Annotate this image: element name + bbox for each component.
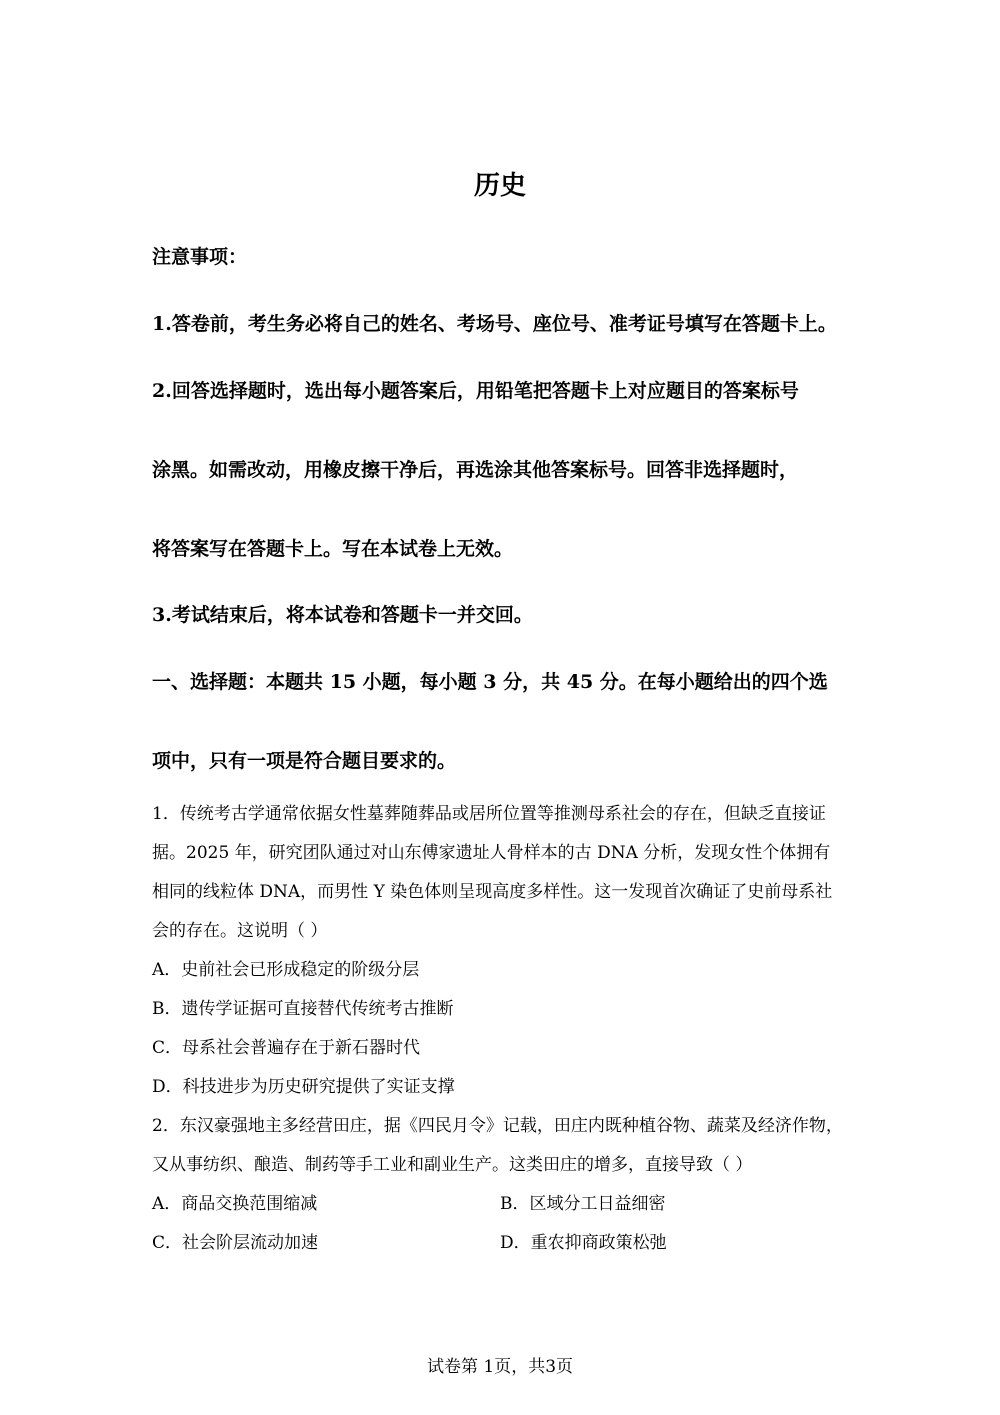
note-line: 1.答卷前，考生务必将自己的姓名、考场号、座位号、准考证号填写在答题卡上。 xyxy=(152,313,837,335)
note-line: 3.考试结束后，将本试卷和答题卡一并交回。 xyxy=(152,604,533,626)
question-2-option-a: A．商品交换范围缩减 xyxy=(152,1194,318,1214)
question-2-stem: 2．东汉豪强地主多经营田庄，据《四民月令》记载，田庄内既种植谷物、蔬菜及经济作物， xyxy=(152,1116,843,1136)
section-heading: 一、选择题：本题共 15 小题，每小题 3 分，共 45 分。在每小题给出的四个选 xyxy=(152,671,828,693)
question-1-stem: 相同的线粒体 DNA，而男性 Y 染色体则呈现高度多样性。这一发现首次确证了史前母系社 xyxy=(152,882,833,902)
section-heading: 项中，只有一项是符合题目要求的。 xyxy=(152,750,457,772)
note-line: 涂黑。如需改动，用橡皮擦干净后，再选涂其他答案标号。回答非选择题时， xyxy=(152,459,799,481)
question-2-option-b: B．区域分工日益细密 xyxy=(500,1194,666,1214)
notes-heading: 注意事项： xyxy=(152,246,248,268)
question-1-option-c: C．母系社会普遍存在于新石器时代 xyxy=(152,1038,421,1058)
question-1-stem: 1．传统考古学通常依据女性墓葬随葬品或居所位置等推测母系社会的存在，但缺乏直接证 xyxy=(152,804,826,824)
question-1-stem: 据。2025 年，研究团队通过对山东傅家遗址人骨样本的古 DNA 分析，发现女性个体拥有 xyxy=(152,843,831,863)
page-title: 历史 xyxy=(473,171,526,201)
question-2-option-c: C．社会阶层流动加速 xyxy=(152,1233,319,1253)
question-1-option-b: B．遗传学证据可直接替代传统考古推断 xyxy=(152,999,454,1019)
question-1-option-d: D．科技进步为历史研究提供了实证支撑 xyxy=(152,1077,455,1097)
question-1-option-a: A．史前社会已形成稳定的阶级分层 xyxy=(152,960,420,980)
note-line: 将答案写在答题卡上。写在本试卷上无效。 xyxy=(152,538,514,560)
question-1-stem: 会的存在。这说明（ ） xyxy=(152,921,328,941)
question-2-stem: 又从事纺织、酿造、制药等手工业和副业生产。这类田庄的增多，直接导致（ ） xyxy=(152,1155,753,1175)
note-line: 2.回答选择题时，选出每小题答案后，用铅笔把答题卡上对应题目的答案标号 xyxy=(152,380,799,402)
page-footer: 试卷第 1页，共3页 xyxy=(426,1357,574,1377)
question-2-option-d: D．重农抑商政策松弛 xyxy=(500,1233,667,1253)
